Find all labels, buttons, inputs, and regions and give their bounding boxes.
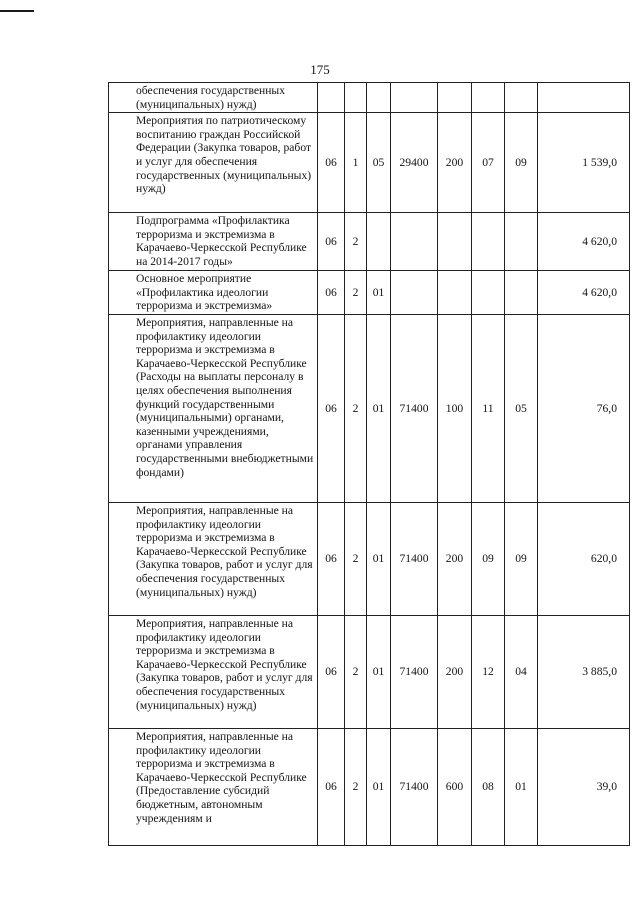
program-code-cell: 2 (345, 615, 367, 728)
type-code-cell: 200 (438, 502, 472, 615)
amount-cell: 3 885,0 (538, 615, 630, 728)
description-cell: Подпрограмма «Профилактика терроризма и экстремизма в Карачаево-Черкесской Республике на 2014-2017 годы» (109, 213, 318, 271)
expense-code-cell: 71400 (391, 502, 438, 615)
subdivision-code-cell: 01 (505, 728, 538, 845)
subprogram-code-cell: 01 (367, 314, 391, 502)
table-row (109, 113, 630, 213)
subdivision-code-cell: 09 (505, 113, 538, 213)
amount-cell: 39,0 (538, 728, 630, 845)
table-row (109, 83, 630, 113)
type-code-cell: 200 (438, 615, 472, 728)
program-code-cell (345, 83, 367, 113)
division-code-cell (472, 83, 505, 113)
section-code-cell: 06 (318, 502, 345, 615)
subdivision-code-cell: 04 (505, 615, 538, 728)
division-code-cell (472, 271, 505, 315)
type-code-cell: 600 (438, 728, 472, 845)
budget-table (108, 82, 630, 846)
type-code-cell (438, 271, 472, 315)
subdivision-code-cell (505, 83, 538, 113)
section-code-cell: 06 (318, 728, 345, 845)
section-code-cell: 06 (318, 615, 345, 728)
description-cell: Мероприятия, направленные на профилактику идеологии терроризма и экстремизма в Карачаево-Черкесской Республике (Закупка товаров, работ и услуг для обеспечения государственных (муниципальных) нужд) (109, 615, 318, 728)
type-code-cell: 100 (438, 314, 472, 502)
subprogram-code-cell: 05 (367, 113, 391, 213)
subdivision-code-cell (505, 271, 538, 315)
page-number: 175 (310, 62, 330, 77)
section-code-cell: 06 (318, 113, 345, 213)
division-code-cell: 11 (472, 314, 505, 502)
section-code-cell: 06 (318, 314, 345, 502)
amount-cell: 4 620,0 (538, 271, 630, 315)
budget-table-body (109, 83, 630, 846)
subdivision-code-cell: 09 (505, 502, 538, 615)
division-code-cell: 09 (472, 502, 505, 615)
subprogram-code-cell (367, 83, 391, 113)
expense-code-cell: 71400 (391, 728, 438, 845)
description-cell: Мероприятия по патриотическому воспитанию граждан Российской Федерации (Закупка товаров, работ и услуг для обеспечения государственных (муниципальных) нужд) (109, 113, 318, 213)
table-row (109, 271, 630, 315)
program-code-cell: 2 (345, 213, 367, 271)
subprogram-code-cell (367, 213, 391, 271)
description-cell: Мероприятия, направленные на профилактику идеологии терроризма и экстремизма в Карачаево-Черкесской Республике (Расходы на выплаты персоналу в целях обеспечения выполнения функций государственными (муниципальными) органами, казенными учреждениями, органами управления государственными внебюджетными фондами) (109, 314, 318, 502)
amount-cell (538, 83, 630, 113)
section-code-cell: 06 (318, 213, 345, 271)
subdivision-code-cell: 05 (505, 314, 538, 502)
type-code-cell (438, 213, 472, 271)
expense-code-cell (391, 83, 438, 113)
section-code-cell (318, 83, 345, 113)
expense-code-cell: 71400 (391, 314, 438, 502)
division-code-cell (472, 213, 505, 271)
expense-code-cell (391, 271, 438, 315)
subprogram-code-cell: 01 (367, 502, 391, 615)
expense-code-cell: 71400 (391, 615, 438, 728)
program-code-cell: 2 (345, 728, 367, 845)
description-cell: Мероприятия, направленные на профилактику идеологии терроризма и экстремизма в Карачаево-Черкесской Республике (Закупка товаров, работ и услуг для обеспечения государственных (муниципальных) нужд) (109, 502, 318, 615)
division-code-cell: 12 (472, 615, 505, 728)
subprogram-code-cell: 01 (367, 271, 391, 315)
subprogram-code-cell: 01 (367, 728, 391, 845)
type-code-cell: 200 (438, 113, 472, 213)
description-cell: Мероприятия, направленные на профилактику идеологии терроризма и экстремизма в Карачаево-Черкесской Республике (Предоставление субсидий бюджетным, автономным учреждениям и (109, 728, 318, 845)
expense-code-cell: 29400 (391, 113, 438, 213)
type-code-cell (438, 83, 472, 113)
scan-corner-mark (0, 10, 34, 12)
section-code-cell: 06 (318, 271, 345, 315)
description-cell: Основное мероприятие «Профилактика идеологии терроризма и экстремизма» (109, 271, 318, 315)
amount-cell: 620,0 (538, 502, 630, 615)
table-row (109, 314, 630, 502)
subprogram-code-cell: 01 (367, 615, 391, 728)
program-code-cell: 2 (345, 271, 367, 315)
amount-cell: 4 620,0 (538, 213, 630, 271)
amount-cell: 1 539,0 (538, 113, 630, 213)
program-code-cell: 2 (345, 502, 367, 615)
table-row (109, 615, 630, 728)
division-code-cell: 07 (472, 113, 505, 213)
program-code-cell: 2 (345, 314, 367, 502)
description-cell: обеспечения государственных (муниципальных) нужд) (109, 83, 318, 113)
table-row (109, 728, 630, 845)
table-row (109, 213, 630, 271)
division-code-cell: 08 (472, 728, 505, 845)
expense-code-cell (391, 213, 438, 271)
table-row (109, 502, 630, 615)
program-code-cell: 1 (345, 113, 367, 213)
subdivision-code-cell (505, 213, 538, 271)
amount-cell: 76,0 (538, 314, 630, 502)
